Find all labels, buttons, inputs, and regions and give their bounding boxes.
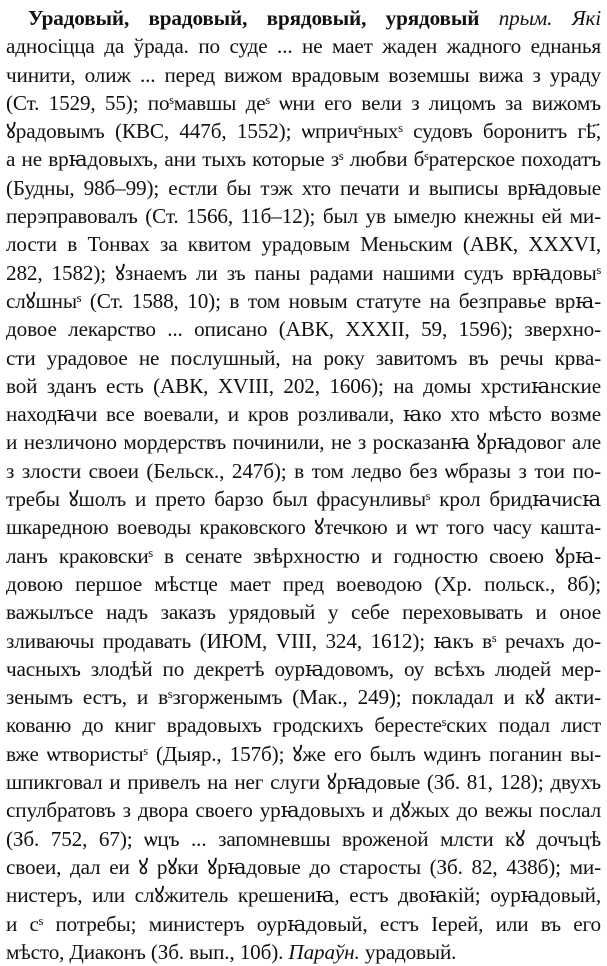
entry-text-line: адносіцца да ўрада. по суде ... не мает жаден жадного еднанья [6, 34, 601, 59]
entry-text-line: ꙋрадовымъ (КВС, 447б, 1552); ѡпричˢныхˢ судовъ боронитъ гҍ҃, [6, 119, 601, 144]
part-of-speech-label: прым. [498, 6, 553, 30]
entry-body [6, 32, 601, 938]
citation-text: мѣсто, Диаконъ (Зб. вып., 10б). [6, 939, 284, 964]
entry-text-line: зливаючы продавать (ИЮМ, VIII, 324, 1612); ꙗкъ вˢ речахъ до- [6, 628, 601, 653]
entry-text-line: перэправовалъ (Ст. 1566, 11б–12); был ув ымеԓю кнежны ей ми- [6, 204, 601, 229]
entry-text-line: (Ст. 1529, 55); поˢмавшы деˢ ѡни его вели з лицомъ за вижомъ [6, 90, 601, 115]
entry-text-line: и сˢ потребы; министеръ оурꙗдовый, естъ Іерей, или въ его [6, 911, 601, 936]
entry-headword: Урадовый, врадовый, врядовый, урядовый [28, 6, 480, 30]
dictionary-entry [6, 4, 601, 966]
entry-text-line: ланъ краковскиˢ в сенате звѣрхностю и годностю своею ꙋрꙗ- [6, 543, 601, 568]
entry-text-line: чинити, олиж ... перед вижом врадовым воземшы вижа з ураду [6, 62, 601, 87]
entry-text-line: (Зб. 752, 67); ѡцъ ... запомневшы вроженой млсти кꙋ дочъцѣ [6, 826, 601, 851]
entry-text-line: и незличоно мордерствъ починили, не з росказанꙗ ꙋрꙗдовог але [6, 430, 601, 455]
entry-last-line [6, 938, 601, 966]
entry-text-line: з злости своеи (Бельск., 247б); в том ледво без ѡбразы з тои по- [6, 458, 601, 483]
entry-text-line: вже ѡтвористыˢ (Дыяр., 157б); ꙋже его былъ ѡдинъ поганин вы- [6, 741, 601, 766]
entry-text-line: лости в Тонвах за квитом урадовым Меньским (АВК, XXXVI, [6, 232, 601, 257]
see-also-target: урадовый. [364, 939, 457, 964]
entry-text-line: довою першое мѣстце мает пред воеводою (Хр. польск., 8б); [6, 571, 601, 596]
entry-text-line: шкаредною воеводы краковского ꙋтечкою и ѡт того часу кашта- [6, 515, 601, 540]
entry-text-line: спулбратовъ з двора своего урꙗдовыхъ и дꙋжых до вежы послал [6, 798, 601, 823]
entry-text-line: находꙗчи все воевали, и кров розливали, ꙗко хто мѣсто возме [6, 402, 601, 427]
entry-text-line: зенымъ естъ, и вˢзгорженымъ (Мак., 249); покладал и кꙋ акти- [6, 685, 601, 710]
entry-text-line: важылъсе надъ заказъ урядовый у себе переховывать и оное [6, 600, 601, 625]
entry-text-line: часныхъ злодѣй по декретѣ оурꙗдовомъ, оу всѣхъ людей мер- [6, 656, 601, 681]
entry-text-line: (Будны, 98б–99); естли бы тэж хто печати и выписы врꙗдовые [6, 175, 601, 200]
entry-text-line: нистеръ, или слꙋжитель крешениꙗ, естъ двоꙗкій; оурꙗдовый, [6, 883, 601, 908]
entry-text-line: слꙋшныˢ (Ст. 1588, 10); в том новым статуте на безправье врꙗ- [6, 288, 601, 313]
entry-text-line: довое лекарство ... описано (АВК, XXXII, 59, 1596); зверхно- [6, 317, 601, 342]
see-also-label: Параўн. [288, 939, 360, 964]
entry-text-line: кованю до книг врадовыхъ гродскихъ берестеˢских подал лист [6, 713, 601, 738]
entry-text-line: вой зданъ есть (АВК, XVIII, 202, 1606); на домы хрстиꙗнские [6, 373, 601, 398]
entry-text-line: 282, 1582); ꙋзнаемъ ли зъ паны радами нашими судъ врꙗдовыˢ [6, 260, 601, 285]
entry-text-line: требы ꙋшолъ и прето барзо был фрасунливыˢ крол бридꙗчисꙗ [6, 487, 601, 512]
definition-start: Які [571, 6, 601, 30]
entry-text-line: шпикговал и привелъ на нег слуги ꙋрꙗдовые (Зб. 81, 128); двухъ [6, 770, 601, 795]
entry-text-line: сти урадовое не послушный, на року завитомъ въ речы крва- [6, 345, 601, 370]
entry-text-line: своеи, дал еи ꙋ рꙋки ꙋрꙗдовые до старосты (Зб. 82, 438б); ми- [6, 854, 601, 879]
entry-text-line: а не врꙗдовыхъ, ани тыхъ которые зˢ любви бˢратерское походатъ [6, 147, 601, 172]
entry-first-line [6, 4, 601, 32]
